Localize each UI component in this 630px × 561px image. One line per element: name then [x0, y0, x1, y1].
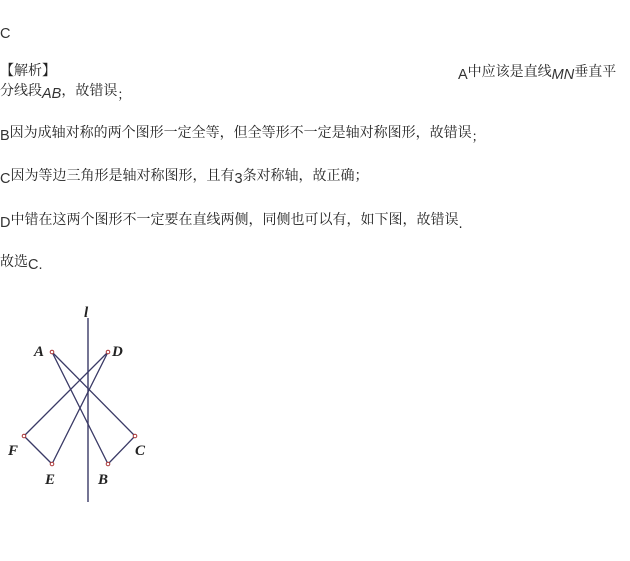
symmetry-figure [0, 290, 200, 505]
segment-a-c [52, 352, 135, 436]
conclusion-text-1: 故选 [0, 254, 28, 270]
analysis-option-b [0, 124, 485, 143]
analysis-option-d [0, 211, 463, 230]
analysis-option-a-continued [0, 82, 130, 101]
point-b [106, 462, 110, 466]
answer-text [0, 22, 10, 40]
label-f: F [8, 443, 19, 459]
label-d: D [112, 344, 123, 360]
option-a-text-3: 分线段 [0, 83, 42, 99]
option-d-text-2: . [458, 217, 463, 232]
option-c-text-1: 因为等边三角形是轴对称图形，且有 [10, 168, 235, 184]
option-a-text-1: 中应该是直线 [467, 64, 552, 80]
answer-letter: C [0, 26, 11, 42]
analysis-option-a [458, 63, 616, 81]
segment-d-f [24, 352, 108, 436]
conclusion [0, 253, 43, 271]
option-a-text-5: ； [117, 88, 131, 103]
conclusion-text-2: . [38, 257, 43, 273]
option-a-line-mn: MN [551, 67, 575, 83]
segment-e-f [24, 436, 52, 464]
option-a-segment-ab: AB [42, 86, 62, 102]
point-a [50, 350, 54, 354]
option-c-number: 3 [234, 171, 243, 187]
segment-b-c [108, 436, 135, 464]
option-d-letter: D [0, 215, 11, 231]
option-b-text-2: ； [471, 130, 485, 145]
label-a: A [34, 344, 45, 360]
option-a-letter: A [458, 67, 468, 83]
option-c-text-2: 条对称轴，故正确； [242, 168, 369, 184]
point-f [22, 434, 26, 438]
option-b-text-1: 因为成轴对称的两个图形一定全等，但全等形不一定是轴对称图形，故错误 [9, 125, 472, 141]
analysis-label: 【解析】 [0, 63, 56, 79]
analysis-option-c [0, 167, 369, 185]
point-e [50, 462, 54, 466]
label-b: B [98, 472, 109, 488]
option-b-letter: B [0, 128, 10, 144]
option-d-text-1: 中错在这两个图形不一定要在直线两侧，同侧也可以有，如下图，故错误 [10, 212, 459, 228]
point-d [106, 350, 110, 354]
label-c: C [135, 443, 146, 459]
option-a-text-2: 垂直平 [574, 64, 617, 80]
option-a-text-4: ，故错误 [61, 83, 118, 99]
point-c [133, 434, 137, 438]
conclusion-letter: C [28, 257, 39, 273]
axis-label-l: l [84, 305, 89, 321]
label-e: E [45, 472, 56, 488]
option-c-letter: C [0, 171, 11, 187]
